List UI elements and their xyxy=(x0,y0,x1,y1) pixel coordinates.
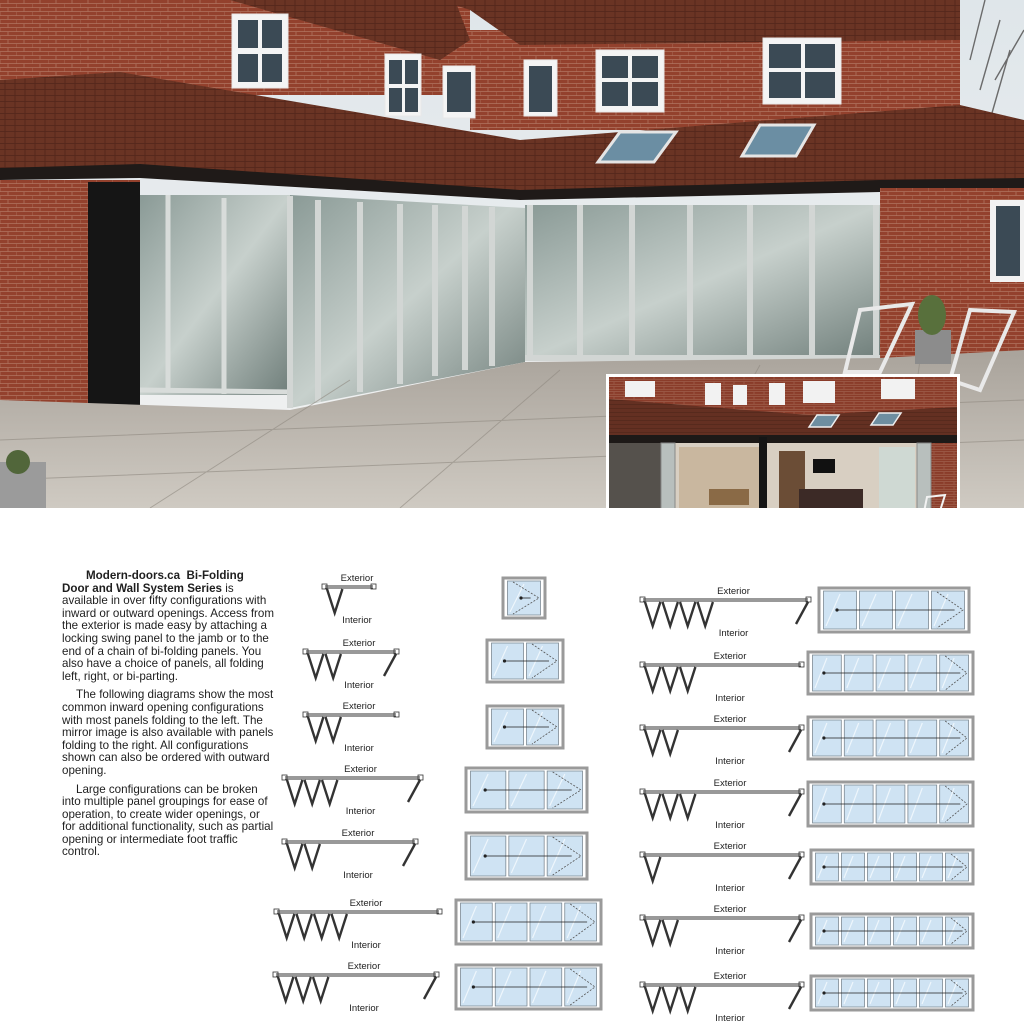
plan-b3-fold-0 xyxy=(645,794,660,818)
plan-b4-interior-label: Interior xyxy=(715,883,745,894)
plan-b1-exterior-label: Exterior xyxy=(713,651,747,662)
plan-a2-interior-label: Interior xyxy=(344,743,374,754)
plan-b6-fold-2 xyxy=(680,987,695,1011)
plan-a1-interior-label: Interior xyxy=(344,680,374,691)
large-config-paragraph: Large configurations can be broken into multiple panel groupings for ease of operation, to create wider openings, or for additional functionality, such as partial opening or intermediate foot traffic control. xyxy=(62,782,274,859)
plan-a1-fold-1 xyxy=(326,654,341,678)
plan-b3-fold-1 xyxy=(663,794,678,818)
plan-b1-fold-0 xyxy=(645,667,660,691)
plan-a6-fold-0 xyxy=(278,977,293,1001)
plan-b5-interior-label: Interior xyxy=(715,946,745,957)
plan-a2-exterior-label: Exterior xyxy=(342,701,376,712)
plan-a4-exterior-label: Exterior xyxy=(341,828,375,839)
elev-a5-handle xyxy=(472,920,475,923)
brand-name: Modern-doors.ca xyxy=(86,569,181,582)
plan-b6-fold-1 xyxy=(663,987,678,1011)
plan-b2-fold-0 xyxy=(645,730,660,754)
main-photo xyxy=(0,0,1024,508)
plan-a5-fold-0 xyxy=(279,914,294,938)
plan-b0-exterior-label: Exterior xyxy=(717,586,750,597)
plan-b3-swing-panel xyxy=(789,794,801,816)
plan-a1-swing-panel xyxy=(384,654,396,676)
plan-b4-fold-0 xyxy=(645,857,660,881)
plan-a5-exterior-label: Exterior xyxy=(349,898,383,909)
plan-b3-fold-2 xyxy=(680,794,695,818)
elev-b5-handle xyxy=(822,929,825,932)
plan-b0-swing-panel xyxy=(796,602,808,624)
plan-b0-fold-1 xyxy=(663,602,678,626)
elev-b4-handle xyxy=(822,865,825,868)
plan-b0-fold-3 xyxy=(698,602,713,626)
plan-b3-exterior-label: Exterior xyxy=(713,778,747,789)
elev-b6-handle xyxy=(822,991,825,994)
plan-b1-interior-label: Interior xyxy=(715,693,745,704)
inset-photo xyxy=(606,374,960,508)
plan-a3-swing-panel xyxy=(408,780,420,802)
plan-a5-fold-2 xyxy=(314,914,329,938)
plan-a6-fold-1 xyxy=(296,977,311,1001)
plan-a5-fold-1 xyxy=(297,914,312,938)
plan-b4-swing-panel xyxy=(789,857,801,879)
plan-a1-exterior-label: Exterior xyxy=(342,638,376,649)
plan-b0-interior-label: Interior xyxy=(718,628,749,639)
elev-a4-handle xyxy=(484,854,487,857)
elev-a3-handle xyxy=(484,788,487,791)
plan-b2-interior-label: Interior xyxy=(715,756,745,767)
plan-a4-swing-panel xyxy=(403,844,415,866)
plan-a1-fold-0 xyxy=(308,654,323,678)
plan-b6-exterior-label: Exterior xyxy=(713,971,747,982)
plan-a6-fold-2 xyxy=(313,977,328,1001)
plan-a6-swing-panel xyxy=(424,977,436,999)
plan-a4-interior-label: Interior xyxy=(343,870,373,881)
plan-b6-swing-panel xyxy=(789,987,801,1009)
plan-a3-fold-1 xyxy=(305,780,320,804)
elev-a0-handle xyxy=(519,596,522,599)
intro-body: is available in over fifty configurations with inward or outward openings. Access from the exterior is made easy by attaching a locking swing panel to the jamb or to the end of a chain of bi-folding panels. You also have a choice of panels, all folding left, right, or bi-parting. xyxy=(62,581,275,683)
plan-a5-interior-label: Interior xyxy=(351,940,381,951)
elev-b0-handle xyxy=(835,608,838,611)
plan-a0-fold-0 xyxy=(327,589,342,613)
plan-a3-exterior-label: Exterior xyxy=(344,764,377,775)
plan-a4-fold-0 xyxy=(287,844,302,868)
plan-a6-exterior-label: Exterior xyxy=(347,961,381,972)
plan-b1-fold-2 xyxy=(680,667,695,691)
plan-b0-fold-2 xyxy=(680,602,695,626)
plan-a3-fold-2 xyxy=(322,780,337,804)
plan-b1-fold-1 xyxy=(663,667,678,691)
plan-a5-fold-3 xyxy=(332,914,347,938)
elev-a1-handle xyxy=(503,659,506,662)
plan-a3-interior-label: Interior xyxy=(345,806,376,817)
plan-b5-fold-0 xyxy=(645,920,660,944)
plan-a6-interior-label: Interior xyxy=(349,1003,379,1014)
plan-b2-fold-1 xyxy=(663,730,678,754)
plan-a3-fold-0 xyxy=(287,780,302,804)
elev-a6-handle xyxy=(472,985,475,988)
plan-b5-exterior-label: Exterior xyxy=(713,904,747,915)
plan-a4-fold-1 xyxy=(305,844,320,868)
plan-a0-interior-label: Interior xyxy=(342,615,372,626)
diagram-explanation-paragraph: The following diagrams show the most common inward opening configurations with most panels folding to the left. The mirror image is also available with panels folding to the right. All configurations shown can also be ordered with outward opening. xyxy=(62,688,274,777)
plan-b5-swing-panel xyxy=(789,920,801,942)
elev-b3-handle xyxy=(822,802,825,805)
plan-b4-exterior-label: Exterior xyxy=(713,841,747,852)
plan-b6-interior-label: Interior xyxy=(715,1013,745,1024)
plan-b3-interior-label: Interior xyxy=(715,820,745,831)
plan-a2-fold-1 xyxy=(326,717,341,741)
plan-b0-fold-0 xyxy=(645,602,660,626)
elev-b1-handle xyxy=(822,671,825,674)
elev-a2-handle xyxy=(503,725,506,728)
plan-b2-exterior-label: Exterior xyxy=(713,714,747,725)
elev-b2-handle xyxy=(822,736,825,739)
plan-a0-exterior-label: Exterior xyxy=(340,573,374,584)
plan-b5-fold-1 xyxy=(663,920,678,944)
plan-b6-fold-0 xyxy=(645,987,660,1011)
plan-a2-fold-0 xyxy=(308,717,323,741)
product-name: Bi-Folding Door and Wall System Series xyxy=(62,569,244,595)
plan-b2-swing-panel xyxy=(789,730,801,752)
configuration-diagrams xyxy=(0,560,1024,1024)
